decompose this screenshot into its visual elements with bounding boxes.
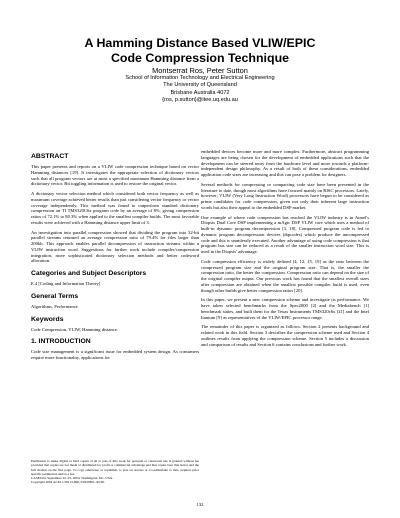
intro-paragraph-4: One example of where code compression has reached the VLIW industry is in Atmel's Diopsis Dual Core DSP implementing a mAgic DSP VLIW core which uses a method of built-in dynamic program decompression [3, 18]. Compressed program code is fed to dynamic program decompression devices (dtpcodes) which produce the uncompressed code and this is seamlessly executed. Another advantage of using code compression is that program bus size can be reduced as a result of the smaller instruction word size. This is used in the Diopsis' advantage. (201, 214, 369, 254)
abstract-paragraph-2: A dictionary vector selection method which considered both vector frequency as well as maximum coverage achieved better results than just considering vector frequency or vector coverage independently. This method was found to outperform standard dictionary compression on TI TMS320C6x program code by an average of 8%, giving compression ratios of 72.1% to 80.3% when applied to the smallest compiler builds. The most favorable results were achieved with a Hamming distance upper limit of 3. (31, 191, 199, 225)
categories-text: E.4 [Coding and Information Theory] (31, 281, 101, 286)
keywords-heading: Keywords (31, 315, 64, 323)
abstract-heading: ABSTRACT (31, 153, 69, 160)
keywords-text: Code Compression, VLIW, Hamming distance. (31, 326, 118, 332)
author-email: {ros, p.sutton}@itee.uq.edu.au (162, 97, 238, 104)
general-terms-text: Algorithms, Performance. (31, 303, 79, 309)
permission-text: Permission to make digital or hard copies of all or part of this work for personal or classroom use is granted without fee provided that copies are not made or distributed for profit or commercial advantage and that copies bear this notice and the full citation on the first page. To copy otherwise, or republish, to post on servers or to redistribute to lists, requires prior specific permission and/or a fee. (31, 459, 199, 476)
intro-paragraph-2: embedded devices become more and more complex. Furthermore, abstract programming languages are being chosen for the development of embedded applications such that the development can be steered away from the hardware level and more towards a platform-independent design philosophy. As a result of both of these considerations, embedded application code sizes are increasing and this can pose a problem for designers. (201, 149, 369, 177)
permission-notice (31, 459, 199, 485)
paper-title-line-1: A Hamming Distance Based VLIW/EPIC (84, 36, 316, 50)
affiliation-university: The University of Queensland (163, 82, 237, 89)
copyright-line: Copyright 2004 ACM 1-58113-890-3/04/0009...$5.00. (31, 480, 105, 485)
right-column (201, 149, 369, 351)
paper-title-line-2: Code Compression Technique (110, 51, 290, 65)
general-terms-heading: General Terms (31, 292, 79, 300)
introduction-paragraph-1: Code size management is a significant issue for embedded system design. As consumers require more functionality, applications for (31, 349, 199, 360)
abstract-paragraph-1: This paper presents and reports on a VLIW code compression technique based on vector Hamming distances [19]. It investigates the appropriate selection of dictionary vectors such that all program vectors are at most a specified maximum Hamming distance from a dictionary vector. Bit toggling information is used to restore the original vector. (31, 164, 199, 187)
author-block (0, 66, 400, 105)
introduction-heading: 1. INTRODUCTION (31, 338, 91, 346)
page-number: 132 (196, 502, 204, 507)
categories-heading: Categories and Subject Descriptors (31, 270, 147, 277)
intro-paragraph-3: Several methods for compressing or compacting code size have been presented in the literature to date, though most algorithms have focused mainly on RISC processors. Lately, however, VLIW (Very Long Instruction Word) processors have begun to be considered as prime candidates for code compression, given not only their inherent large instruction words but also their appeal to the embedded DSP market. (201, 181, 369, 210)
intro-paragraph-5: Code compression efficiency is widely defined [4, 12, 15, 19] as the ratio between the compressed program size and the original program size. That is, the smaller the compression ratio, the better the compression. Compression ratio can depend on the size of the original compiler output. Our previous work has found that the smallest overall sizes after compression are obtained when the smallest possible compiler build is used, even though other builds give better compression ratios [20]. (201, 258, 369, 293)
affiliation-school: School of Information Technology and Electrical Engineering (125, 75, 275, 81)
intro-paragraph-6: In this paper, we present a new compression scheme and investigate its performance. We have taken selected benchmarks from the Spec2000 [2] and the Mediabench [1] benchmark suites, and built them for the Texas Instruments TMS320c6x [21] and the Intel Itanium [9] as representatives of the VLIW/EPIC processor range. (201, 297, 369, 320)
intro-paragraph-7: The remainder of this paper is organized as follows. Section 2 presents background and related work in this field. Section 3 describes the compression scheme used and Section 4 outlines results from applying the compression scheme. Section 5 includes a discussion and comparison of results and Section 6 contains conclusions and further work. (201, 324, 369, 347)
author-names: Montserrat Ros, Peter Sutton (152, 66, 248, 75)
left-column (31, 153, 199, 365)
abstract-paragraph-3: An investigation into parallel compression showed that dividing the program into 32-bit parallel streams returned an average compression ratio of 79.4% for files larger than 200kb. This approach enables parallel decompression of instruction streams within a VLIW instruction word. Suggestions for further work include compiler/compression integration, more sophisticated dictionary selection methods and better codeword allocation. (31, 229, 199, 264)
conference-line: CASES'04, September 22–25, 2004, Washington, DC, USA. (31, 476, 114, 481)
affiliation-location: Brisbane Australia 4072 (170, 89, 230, 96)
